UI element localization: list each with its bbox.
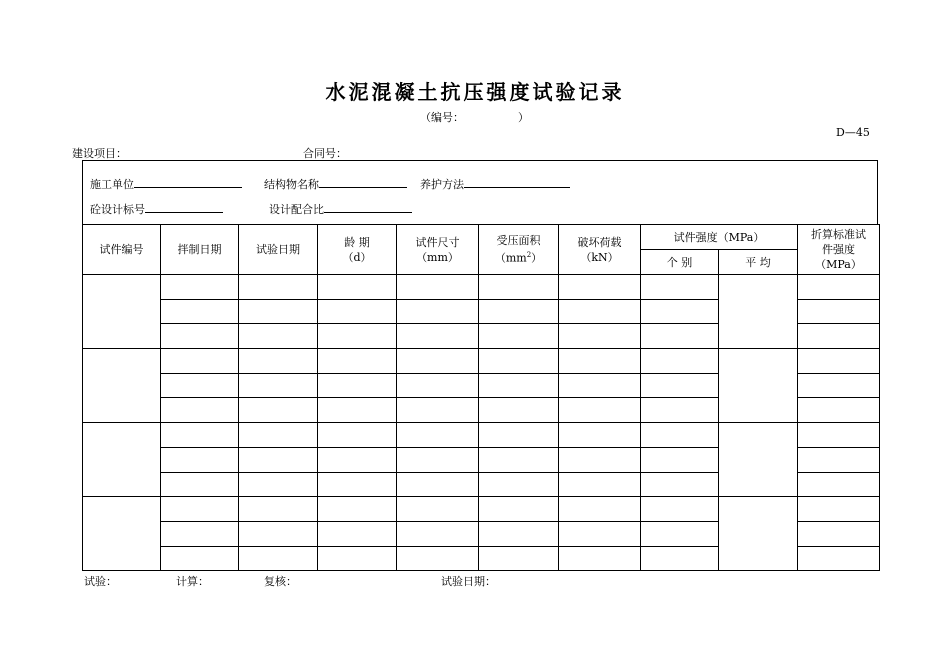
design-grade-field[interactable]: 砼设计标号 xyxy=(90,201,223,217)
area-cell[interactable] xyxy=(479,546,559,571)
age-cell[interactable] xyxy=(318,472,397,497)
load-cell[interactable] xyxy=(559,521,641,546)
individual-strength-cell[interactable] xyxy=(641,275,719,300)
specimen-no-cell[interactable] xyxy=(83,497,161,571)
table-header-row xyxy=(83,225,880,250)
size-cell[interactable] xyxy=(397,521,479,546)
mix-date-cell[interactable] xyxy=(161,521,239,546)
converted-strength-cell[interactable] xyxy=(798,398,880,423)
individual-strength-cell[interactable] xyxy=(641,373,719,398)
load-cell[interactable] xyxy=(559,447,641,472)
test-date-cell[interactable] xyxy=(239,423,318,448)
converted-strength-cell[interactable] xyxy=(798,299,880,324)
header-specimen-no: 试件编号 xyxy=(83,225,161,275)
converted-strength-cell[interactable] xyxy=(798,521,880,546)
mix-date-cell[interactable] xyxy=(161,546,239,571)
area-cell[interactable] xyxy=(479,497,559,522)
table-row xyxy=(83,275,880,300)
age-cell[interactable] xyxy=(318,497,397,522)
serial-number-close: ） xyxy=(518,111,529,124)
header-load: 破坏荷载 （kN） xyxy=(559,225,641,275)
converted-strength-cell[interactable] xyxy=(798,324,880,349)
test-record-table xyxy=(82,224,880,571)
individual-strength-cell[interactable] xyxy=(641,398,719,423)
mix-date-cell[interactable] xyxy=(161,373,239,398)
individual-strength-cell[interactable] xyxy=(641,472,719,497)
header-individual: 个 别 xyxy=(641,250,719,275)
converted-strength-cell[interactable] xyxy=(798,373,880,398)
size-cell[interactable] xyxy=(397,398,479,423)
serial-number-open: （编号： xyxy=(420,111,464,124)
age-cell[interactable] xyxy=(318,373,397,398)
individual-strength-cell[interactable] xyxy=(641,546,719,571)
age-cell[interactable] xyxy=(318,324,397,349)
structure-name-field[interactable]: 结构物名称 xyxy=(264,176,407,192)
converted-strength-cell[interactable] xyxy=(798,349,880,374)
size-cell[interactable] xyxy=(397,472,479,497)
test-date-cell[interactable] xyxy=(239,398,318,423)
size-cell[interactable] xyxy=(397,423,479,448)
area-cell[interactable] xyxy=(479,521,559,546)
individual-strength-cell[interactable] xyxy=(641,299,719,324)
age-cell[interactable] xyxy=(318,275,397,300)
footer-test-date: 试验日期： xyxy=(441,575,496,588)
area-cell[interactable] xyxy=(479,349,559,374)
converted-strength-cell[interactable] xyxy=(798,423,880,448)
mix-date-cell[interactable] xyxy=(161,398,239,423)
size-cell[interactable] xyxy=(397,373,479,398)
test-date-cell[interactable] xyxy=(239,275,318,300)
age-cell[interactable] xyxy=(318,521,397,546)
area-cell[interactable] xyxy=(479,423,559,448)
load-cell[interactable] xyxy=(559,299,641,324)
area-cell[interactable] xyxy=(479,472,559,497)
test-date-cell[interactable] xyxy=(239,447,318,472)
age-cell[interactable] xyxy=(318,299,397,324)
test-date-cell[interactable] xyxy=(239,373,318,398)
area-cell[interactable] xyxy=(479,373,559,398)
specimen-no-cell[interactable] xyxy=(83,423,161,497)
footer-tester: 试验： xyxy=(84,575,117,588)
header-size: 试件尺寸 （mm） xyxy=(397,225,479,275)
project-label: 建设项目： xyxy=(72,147,127,160)
individual-strength-cell[interactable] xyxy=(641,521,719,546)
mix-date-cell[interactable] xyxy=(161,349,239,374)
table-row xyxy=(83,349,880,374)
average-strength-cell[interactable] xyxy=(719,423,798,497)
mix-date-cell[interactable] xyxy=(161,472,239,497)
mix-date-cell[interactable] xyxy=(161,497,239,522)
mix-date-cell[interactable] xyxy=(161,447,239,472)
header-converted-strength: 折算标准试 件强度 （MPa） xyxy=(798,225,880,275)
average-strength-cell[interactable] xyxy=(719,275,798,349)
header-age: 龄 期 （d） xyxy=(318,225,397,275)
average-strength-cell[interactable] xyxy=(719,497,798,571)
individual-strength-cell[interactable] xyxy=(641,423,719,448)
mix-date-cell[interactable] xyxy=(161,423,239,448)
converted-strength-cell[interactable] xyxy=(798,447,880,472)
test-date-cell[interactable] xyxy=(239,472,318,497)
construction-unit-field[interactable]: 施工单位 xyxy=(90,176,242,192)
mix-ratio-field[interactable]: 设计配合比 xyxy=(269,201,412,217)
age-cell[interactable] xyxy=(318,546,397,571)
area-cell[interactable] xyxy=(479,447,559,472)
area-cell[interactable] xyxy=(479,398,559,423)
area-cell[interactable] xyxy=(479,299,559,324)
table-row xyxy=(83,497,880,522)
size-cell[interactable] xyxy=(397,349,479,374)
age-cell[interactable] xyxy=(318,447,397,472)
footer-reviewer: 复核： xyxy=(264,575,297,588)
test-date-cell[interactable] xyxy=(239,497,318,522)
test-date-cell[interactable] xyxy=(239,324,318,349)
area-cell[interactable] xyxy=(479,324,559,349)
mix-date-cell[interactable] xyxy=(161,324,239,349)
page-title: 水泥混凝土抗压强度试验记录 xyxy=(325,80,625,104)
mix-date-cell[interactable] xyxy=(161,299,239,324)
converted-strength-cell[interactable] xyxy=(798,472,880,497)
converted-strength-cell[interactable] xyxy=(798,497,880,522)
area-cell[interactable] xyxy=(479,275,559,300)
load-cell[interactable] xyxy=(559,349,641,374)
table-row xyxy=(83,423,880,448)
header-mix-date: 拌制日期 xyxy=(161,225,239,275)
info-box xyxy=(82,160,878,225)
header-strength: 试件强度（MPa） xyxy=(641,225,798,250)
load-cell[interactable] xyxy=(559,423,641,448)
test-date-cell[interactable] xyxy=(239,349,318,374)
size-cell[interactable] xyxy=(397,497,479,522)
test-date-cell[interactable] xyxy=(239,299,318,324)
specimen-no-cell[interactable] xyxy=(83,275,161,349)
individual-strength-cell[interactable] xyxy=(641,349,719,374)
size-cell[interactable] xyxy=(397,299,479,324)
load-cell[interactable] xyxy=(559,472,641,497)
header-average: 平 均 xyxy=(719,250,798,275)
load-cell[interactable] xyxy=(559,373,641,398)
footer-calculator: 计算： xyxy=(176,575,209,588)
converted-strength-cell[interactable] xyxy=(798,275,880,300)
age-cell[interactable] xyxy=(318,423,397,448)
form-code: D—45 xyxy=(836,126,870,139)
curing-method-field[interactable]: 养护方法 xyxy=(420,176,570,192)
load-cell[interactable] xyxy=(559,324,641,349)
age-cell[interactable] xyxy=(318,349,397,374)
specimen-no-cell[interactable] xyxy=(83,349,161,423)
size-cell[interactable] xyxy=(397,275,479,300)
size-cell[interactable] xyxy=(397,546,479,571)
size-cell[interactable] xyxy=(397,447,479,472)
load-cell[interactable] xyxy=(559,398,641,423)
age-cell[interactable] xyxy=(318,398,397,423)
contract-label: 合同号： xyxy=(303,147,347,160)
size-cell[interactable] xyxy=(397,324,479,349)
individual-strength-cell[interactable] xyxy=(641,447,719,472)
mix-date-cell[interactable] xyxy=(161,275,239,300)
header-area: 受压面积 $(mm^2)$ xyxy=(479,225,559,275)
load-cell[interactable] xyxy=(559,546,641,571)
individual-strength-cell[interactable] xyxy=(641,324,719,349)
average-strength-cell[interactable] xyxy=(719,349,798,423)
individual-strength-cell[interactable] xyxy=(641,497,719,522)
load-cell[interactable] xyxy=(559,497,641,522)
converted-strength-cell[interactable] xyxy=(798,546,880,571)
header-test-date: 试验日期 xyxy=(239,225,318,275)
load-cell[interactable] xyxy=(559,275,641,300)
test-date-cell[interactable] xyxy=(239,546,318,571)
test-date-cell[interactable] xyxy=(239,521,318,546)
